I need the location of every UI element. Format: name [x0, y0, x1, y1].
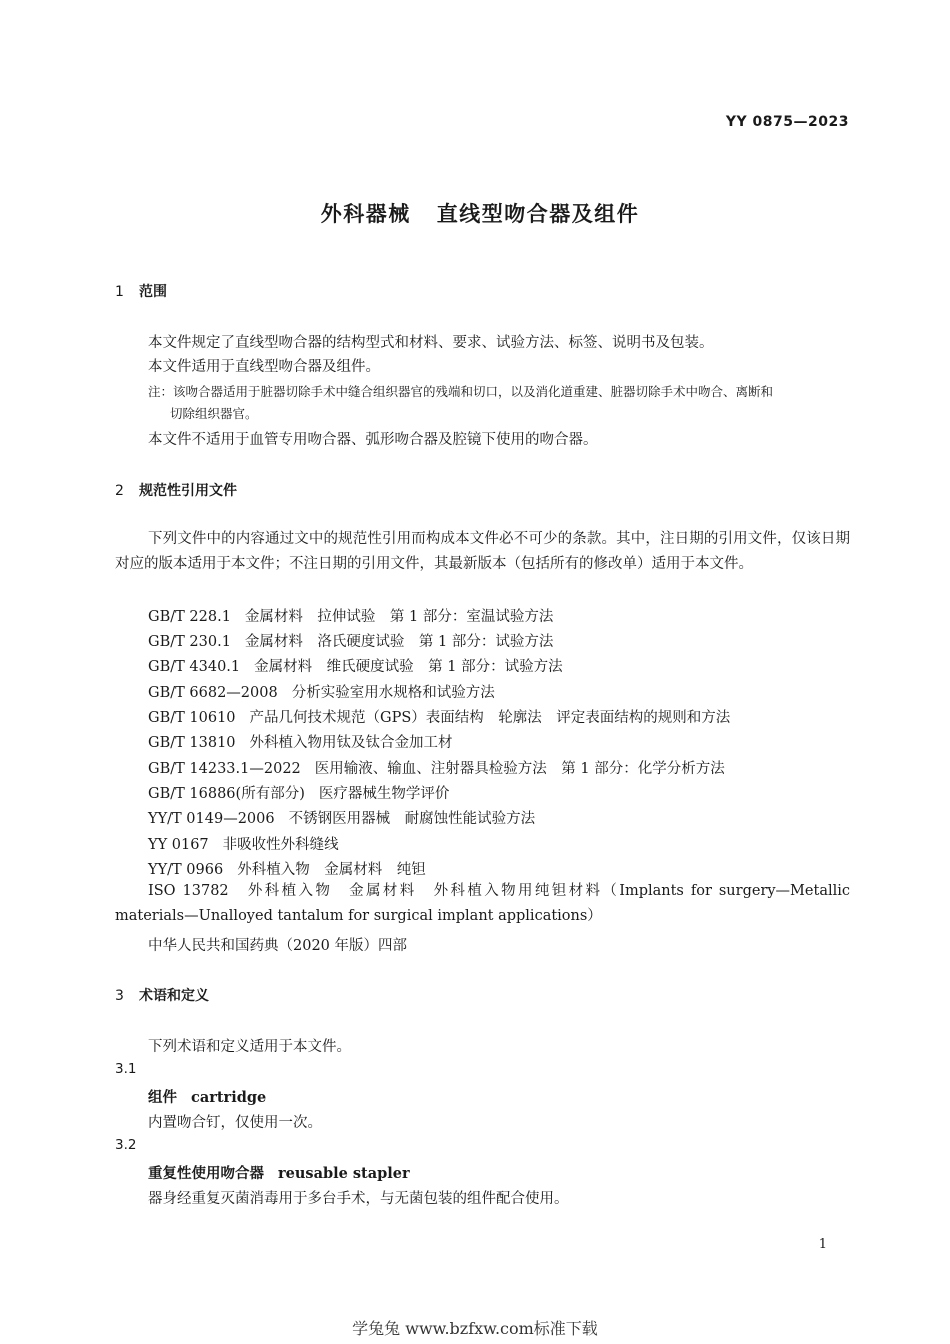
- term-definition: 内置吻合钉，仅使用一次。: [148, 1115, 322, 1131]
- reference-title: 产品几何技术规范（GPS）表面结构 轮廓法 评定表面结构的规则和方法: [249, 710, 731, 726]
- section-3-heading: [115, 985, 209, 1005]
- title-part-2: 直线型吻合器及组件: [436, 202, 640, 226]
- reference-item: [148, 605, 553, 626]
- reference-item: [148, 782, 449, 803]
- reference-code: GB/T 16886(所有部分): [148, 786, 305, 802]
- term-heading: [148, 1086, 266, 1107]
- reference-item: [148, 731, 453, 752]
- scope-note-line-1: 注：该吻合器适用于脏器切除手术中缝合组织器官的残端和切口，以及消化道重建、脏器切除手术中吻合、离断和: [148, 384, 774, 399]
- page-title: [0, 198, 950, 228]
- reference-code: YY/T 0966: [148, 862, 224, 878]
- references-intro: 下列文件中的内容通过文中的规范性引用而构成本文件必不可少的条款。其中，注日期的引用文件，仅该日期对应的版本适用于本文件；不注日期的引用文件，其最新版本（包括所有的修改单）适用于本文件。: [115, 531, 850, 572]
- reference-item: [148, 655, 563, 676]
- reference-code: GB/T 14233.1—2022: [148, 761, 301, 777]
- reference-title: 非吸收性外科缝线: [222, 837, 339, 853]
- reference-title: 不锈钢医用器械 耐腐蚀性能试验方法: [288, 811, 536, 827]
- section-number: 1: [115, 284, 124, 300]
- document-number: YY 0875—2023: [725, 114, 849, 130]
- scope-paragraph-3: 本文件不适用于血管专用吻合器、弧形吻合器及腔镜下使用的吻合器。: [148, 432, 598, 448]
- term-number: 3.1: [115, 1061, 137, 1077]
- reference-code: GB/T 6682—2008: [148, 685, 278, 701]
- reference-item: [148, 706, 730, 727]
- term-en: reusable stapler: [278, 1165, 410, 1182]
- term-number: 3.2: [115, 1137, 137, 1153]
- section-2-heading: [115, 480, 237, 500]
- reference-code: GB/T 4340.1: [148, 659, 241, 675]
- reference-pharmacopoeia: 中华人民共和国药典（2020 年版）四部: [148, 938, 408, 954]
- reference-item: [148, 858, 426, 879]
- section-title: 规范性引用文件: [139, 483, 237, 499]
- reference-title: 外科植入物用钛及钛合金加工材: [249, 735, 453, 751]
- section-title: 范围: [139, 284, 167, 300]
- reference-title: 金属材料 维氏硬度试验 第 1 部分：试验方法: [254, 659, 563, 675]
- section-1-heading: [115, 281, 167, 301]
- reference-title: 医用输液、输血、注射器具检验方法 第 1 部分：化学分析方法: [314, 761, 725, 777]
- reference-title: 金属材料 洛氏硬度试验 第 1 部分：试验方法: [244, 634, 554, 650]
- reference-code: GB/T 10610: [148, 710, 236, 726]
- reference-item: [148, 630, 553, 651]
- reference-item: [148, 807, 535, 828]
- section-title: 术语和定义: [139, 988, 209, 1004]
- section-number: 2: [115, 483, 124, 499]
- reference-title: 金属材料 拉伸试验 第 1 部分：室温试验方法: [244, 609, 554, 625]
- term-zh: 重复性使用吻合器: [148, 1166, 264, 1182]
- scope-paragraph-1: 本文件规定了直线型吻合器的结构型式和材料、要求、试验方法、标签、说明书及包装。: [148, 335, 714, 351]
- page-number: 1: [818, 1237, 827, 1252]
- scope-paragraph-2: 本文件适用于直线型吻合器及组件。: [148, 359, 380, 375]
- term-heading: [148, 1162, 410, 1183]
- terms-intro: 下列术语和定义适用于本文件。: [148, 1039, 351, 1055]
- reference-code: GB/T 13810: [148, 735, 236, 751]
- term-zh: 组件: [148, 1090, 177, 1106]
- title-part-1: 外科器械: [320, 202, 411, 226]
- scope-note-line-2: 切除组织器官。: [170, 406, 258, 421]
- reference-item: [148, 833, 339, 854]
- reference-item: [148, 681, 495, 702]
- term-en: cartridge: [191, 1089, 267, 1106]
- section-number: 3: [115, 988, 124, 1004]
- watermark: 学兔兔 www.bzfxw.com标准下载: [352, 1319, 598, 1338]
- reference-item: [148, 757, 725, 778]
- reference-code: YY 0167: [148, 837, 209, 853]
- reference-title: 医疗器械生物学评价: [318, 786, 450, 802]
- reference-code: GB/T 230.1: [148, 634, 231, 650]
- reference-code: YY/T 0149—2006: [148, 811, 275, 827]
- reference-title: 分析实验室用水规格和试验方法: [291, 685, 495, 701]
- reference-iso: ISO 13782 外科植入物 金属材料 外科植入物用纯钽材料（Implants for surgery—Metallic materials—Unalloyed tantalum for surgical implant applications）: [115, 883, 850, 924]
- reference-title: 外科植入物 金属材料 纯钽: [237, 862, 426, 878]
- term-definition: 器身经重复灭菌消毒用于多台手术，与无菌包装的组件配合使用。: [148, 1191, 569, 1207]
- reference-code: GB/T 228.1: [148, 609, 231, 625]
